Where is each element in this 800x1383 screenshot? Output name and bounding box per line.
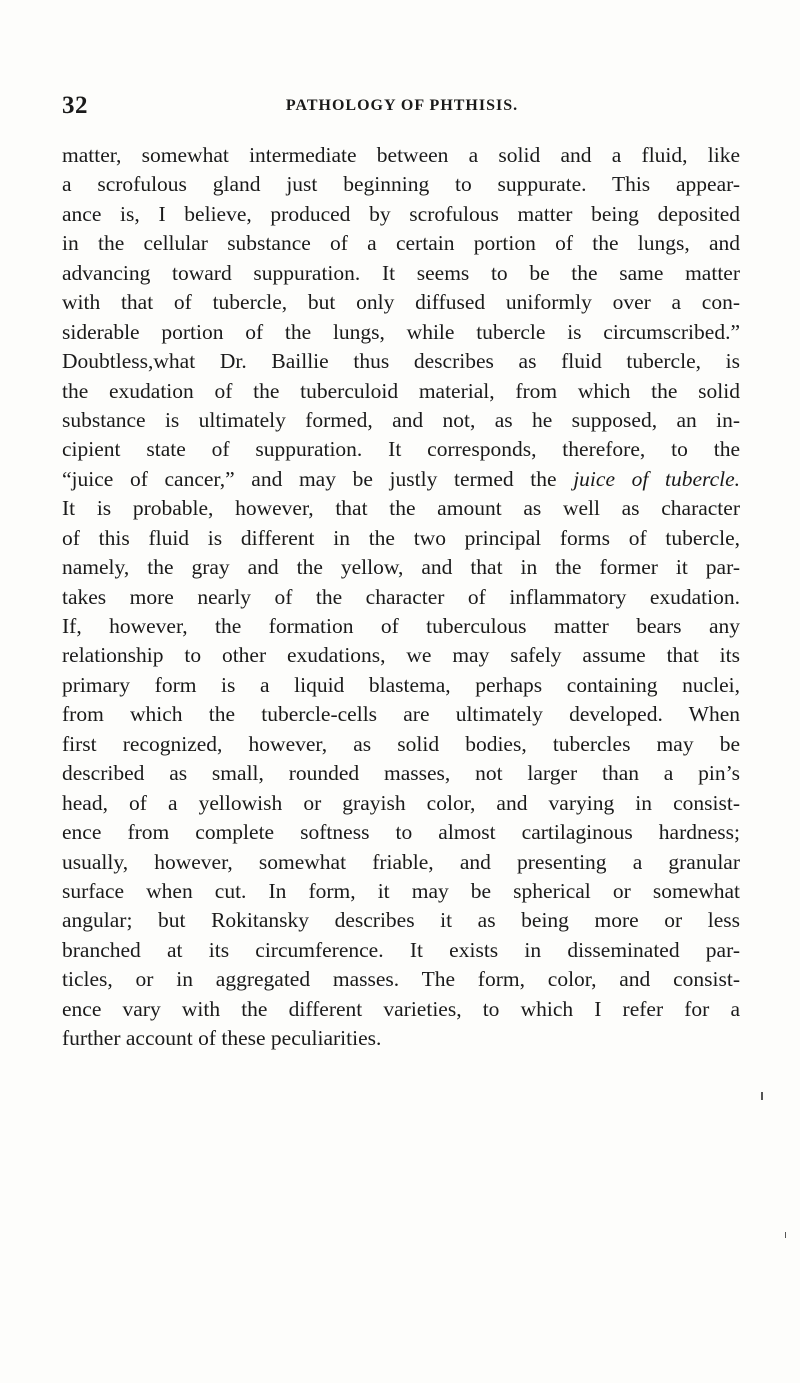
text-line: advancing toward suppuration. It seems to be the same matter	[62, 260, 740, 285]
text-line: head, of a yellowish or grayish color, and varying in consist-	[62, 790, 740, 815]
text-line-with-italic	[62, 465, 740, 494]
text-line: ticles, or in aggregated masses. The form, color, and consist-	[62, 967, 740, 992]
text-line: angular; but Rokitansky describes it as being more or less	[62, 908, 740, 933]
margin-scan-mark	[761, 1092, 763, 1100]
text-line: ence from complete softness to almost cartilaginous hardness;	[62, 820, 740, 845]
text-line: first recognized, however, as solid bodies, tubercles may be	[62, 731, 740, 756]
text-line: usually, however, somewhat friable, and presenting a granular	[62, 849, 740, 874]
text-line: It is probable, however, that the amount as well as character	[62, 496, 740, 521]
page-number: 32	[62, 92, 88, 119]
text-line: ence vary with the different varieties, to which I refer for a	[62, 996, 740, 1021]
running-head: PATHOLOGY OF PHTHISIS.	[285, 97, 519, 114]
text-line: in the cellular substance of a certain portion of the lungs, and	[62, 231, 740, 256]
text-line: the exudation of the tuberculoid material, from which the solid	[62, 378, 740, 403]
text-line: matter, somewhat intermediate between a solid and a fluid, like	[62, 143, 740, 167]
text-line: of this fluid is different in the two principal forms of tubercle,	[62, 525, 740, 550]
text-line: namely, the gray and the yellow, and that in the former it par-	[62, 555, 740, 580]
page-header	[62, 92, 742, 124]
text-line: ance is, I believe, produced by scrofulous matter being deposited	[62, 201, 740, 226]
text-line: siderable portion of the lungs, while tubercle is circumscribed.”	[62, 319, 740, 344]
text-line: described as small, rounded masses, not larger than a pin’s	[62, 761, 740, 786]
margin-scan-mark	[785, 1232, 786, 1238]
text-line: branched at its circumference. It exists in disseminated par-	[62, 937, 740, 962]
text-line: cipient state of suppuration. It corresponds, therefore, to the	[62, 437, 740, 462]
text-line: a scrofulous gland just beginning to suppurate. This appear-	[62, 172, 740, 197]
text-line: primary form is a liquid blastema, perhaps containing nuclei,	[62, 672, 740, 697]
text-line-segment: “juice of cancer,” and may be justly termed the	[62, 466, 574, 491]
text-line: If, however, the formation of tuberculous matter bears any	[62, 614, 740, 638]
text-line: with that of tubercle, but only diffused uniformly over a con-	[62, 290, 740, 315]
text-line: surface when cut. In form, it may be spherical or somewhat	[62, 878, 740, 903]
text-line-last: further account of these peculiarities.	[62, 1026, 382, 1051]
text-line: substance is ultimately formed, and not, as he supposed, an in-	[62, 407, 740, 432]
body-text	[62, 141, 740, 1054]
italic-phrase: juice of tubercle.	[573, 466, 741, 491]
text-line: Doubtless,what Dr. Baillie thus describes as fluid tubercle, is	[62, 349, 740, 374]
text-line: from which the tubercle-cells are ultimately developed. When	[62, 702, 740, 727]
text-line: relationship to other exudations, we may safely assume that its	[62, 643, 740, 668]
text-line: takes more nearly of the character of inflammatory exudation.	[62, 584, 740, 609]
